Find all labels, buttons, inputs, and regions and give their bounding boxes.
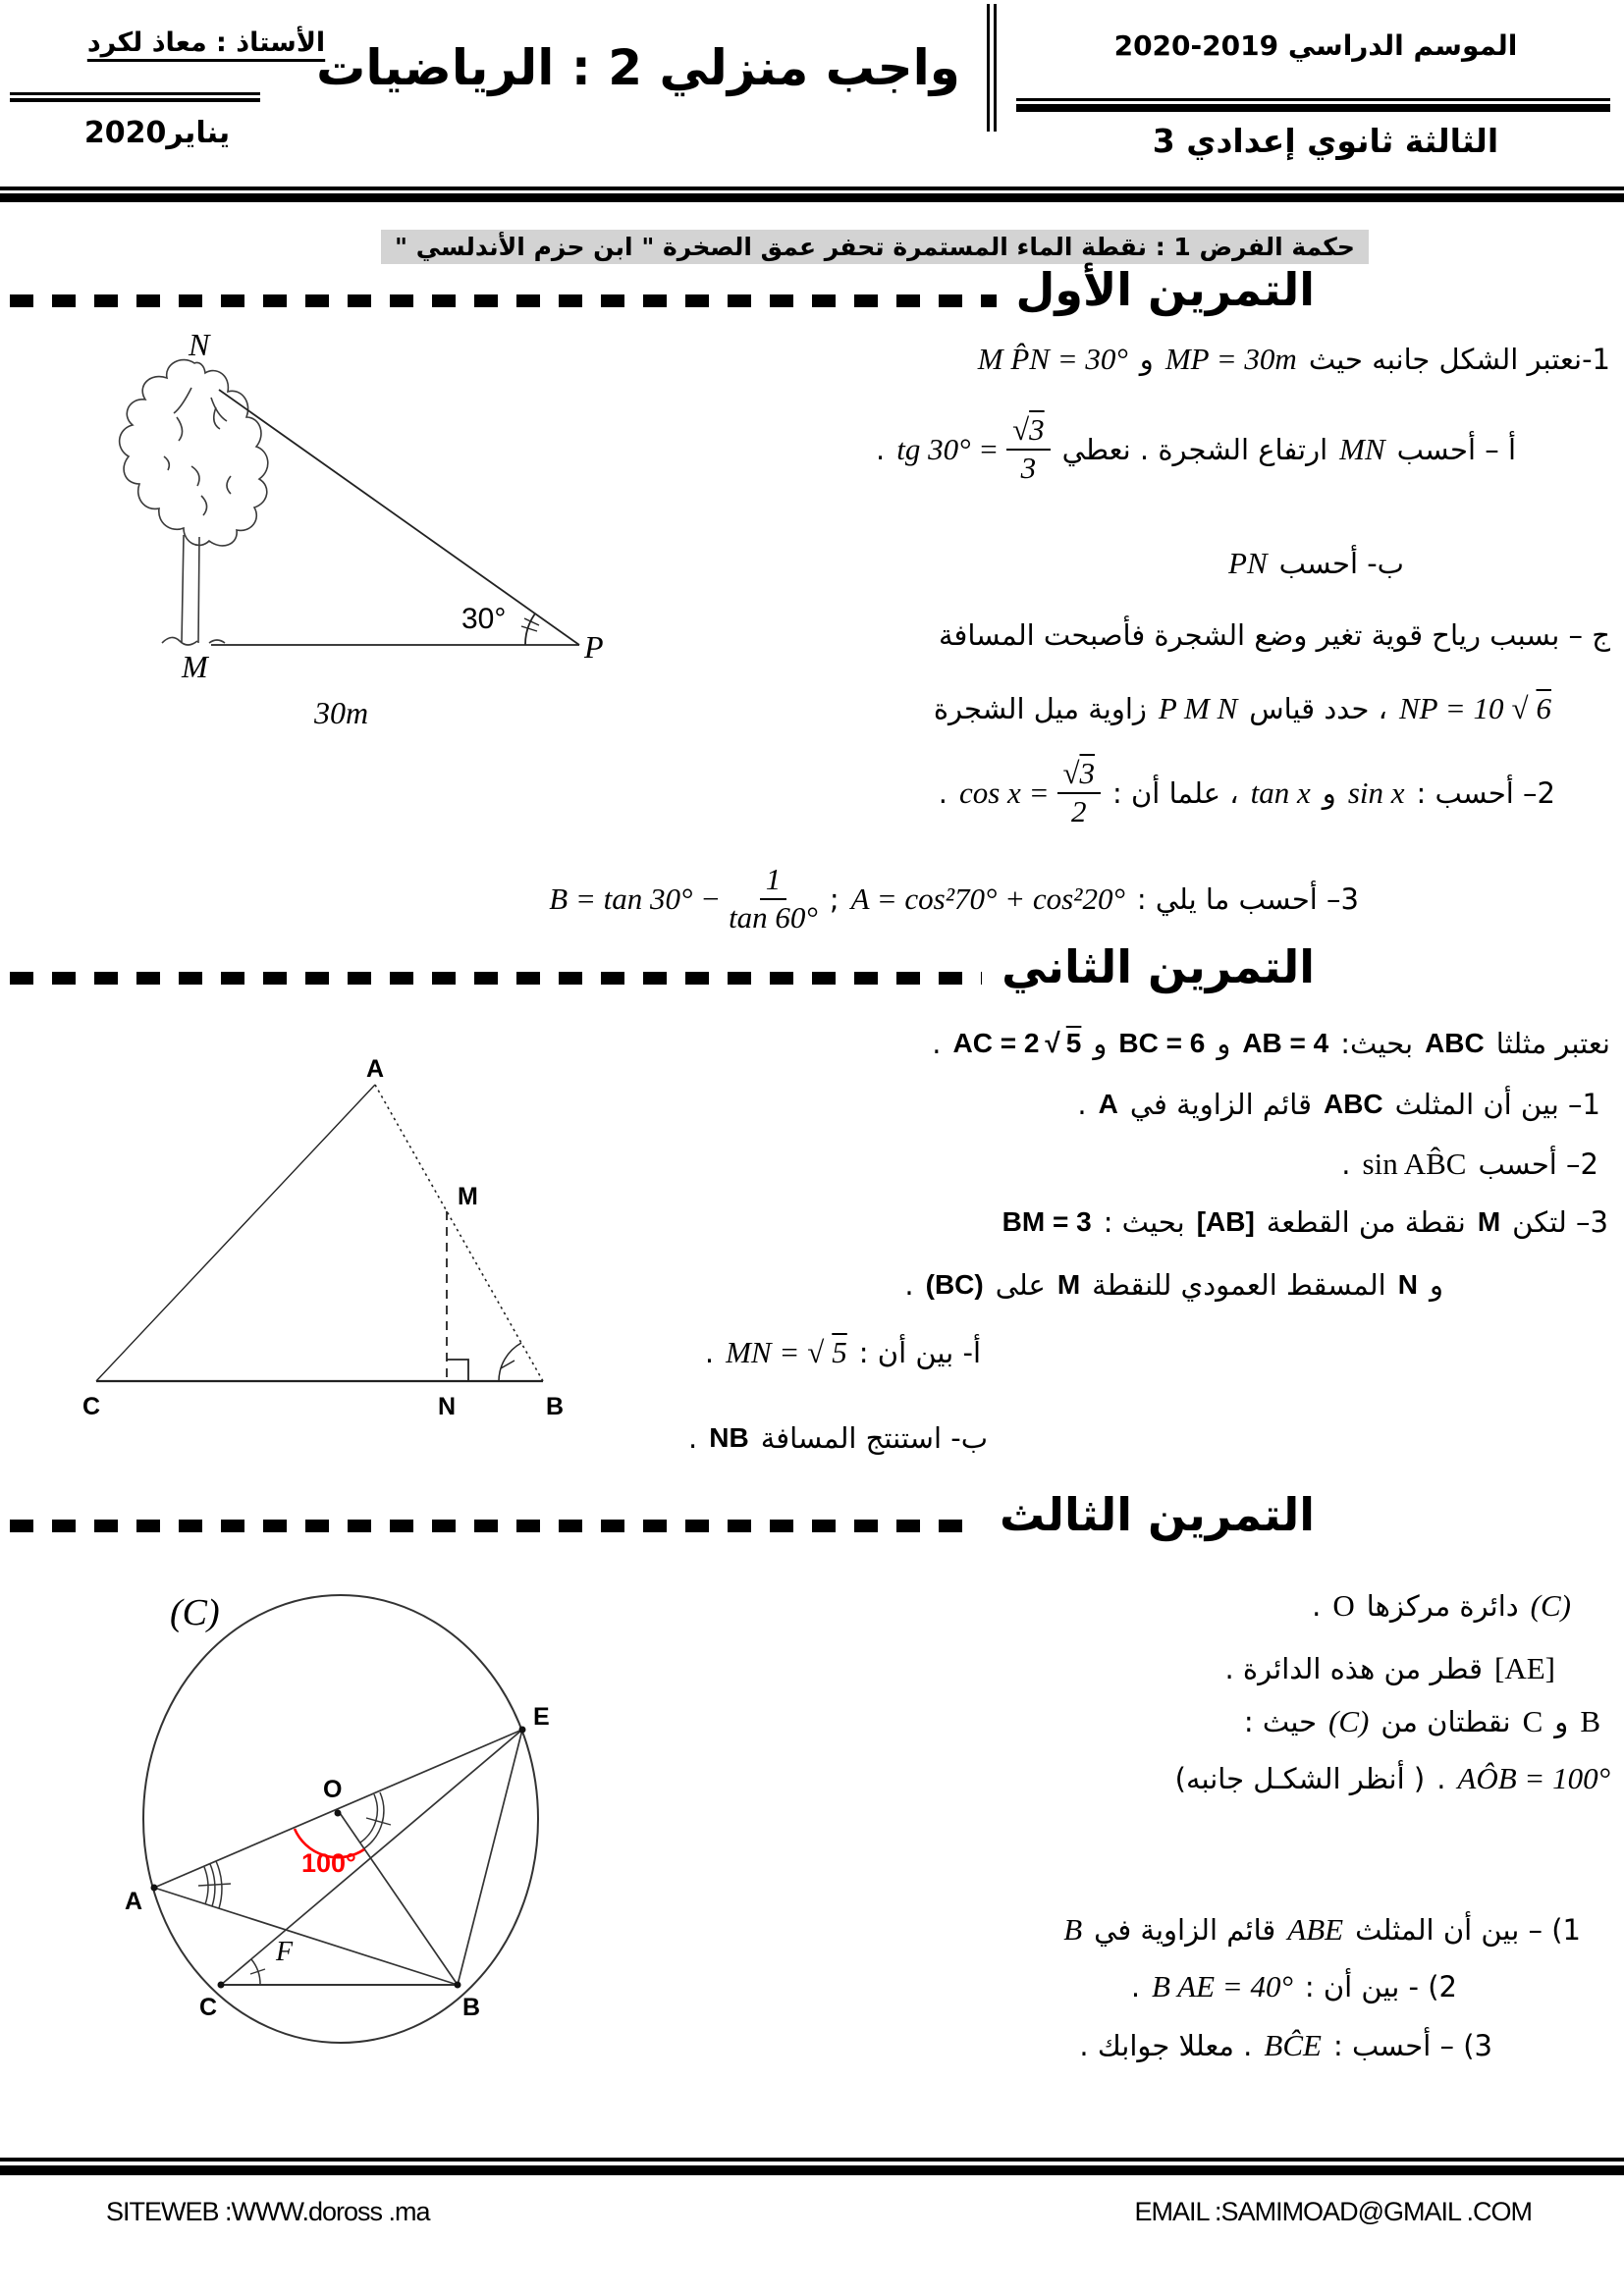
ex2-and2: و bbox=[1093, 1027, 1108, 1060]
exercise3-title: التمرين الثالث bbox=[999, 1488, 1315, 1541]
label-B: B bbox=[462, 1994, 481, 2021]
ex1-qc2-text2: زاوية ميل الشجرة bbox=[933, 692, 1147, 725]
header-date: يناير2020 bbox=[83, 116, 231, 150]
ex2-q3-text2: نقطة من القطعة bbox=[1266, 1205, 1466, 1239]
ex3-question-2 bbox=[1131, 1969, 1457, 2004]
ex1-q2-cos-formula: cos x = √ 3 2 bbox=[959, 758, 1101, 828]
ex1-mpn-formula: M P̂N = 30° bbox=[977, 342, 1128, 376]
ex3-q3-bce: BĈE bbox=[1264, 2028, 1322, 2062]
footer-site: SITEWEB :WWW.doross .ma bbox=[106, 2197, 430, 2226]
circle-figure bbox=[83, 1556, 633, 2091]
triangle-hypotenuse bbox=[219, 390, 579, 645]
chord-EC bbox=[221, 1730, 522, 1985]
ex3-line-1 bbox=[1312, 1588, 1571, 1624]
ex3-l1-text: دائرة مركزها bbox=[1366, 1589, 1519, 1623]
label-30m: 30m bbox=[314, 695, 369, 730]
exercise2-title: التمرين الثاني bbox=[1001, 940, 1315, 993]
ex3-point-b: B bbox=[1580, 1704, 1600, 1738]
ex2-q2-sin: sin AB̂C bbox=[1362, 1147, 1467, 1181]
ex1-qb-text: ب- أحسب bbox=[1278, 547, 1404, 580]
label-B: B bbox=[546, 1393, 565, 1420]
label-N: N bbox=[189, 329, 210, 362]
ex2-question-1 bbox=[1077, 1088, 1600, 1121]
label-M: M bbox=[458, 1183, 478, 1210]
angle-arc-B bbox=[499, 1343, 521, 1381]
angle-tick-O bbox=[366, 1818, 391, 1825]
label-P: P bbox=[584, 629, 604, 665]
ex3-see-figure: ( أنظر الشكـل جانبه) bbox=[1174, 1762, 1426, 1795]
ex3-l1-dot: . bbox=[1312, 1589, 1322, 1623]
ex2-qb-nb: NB bbox=[709, 1422, 749, 1453]
ex3-l3-text: نقطتان من bbox=[1380, 1705, 1511, 1738]
ex1-qa-mn: MN bbox=[1339, 431, 1385, 466]
ex3-q1-abe: ABE bbox=[1287, 1912, 1344, 1947]
ex2-ab-formula: AB = 4 bbox=[1242, 1028, 1329, 1058]
ex3-aob-formula: AÔB = 100° bbox=[1457, 1761, 1610, 1795]
ex1-np-formula: NP = 10 √ 6 bbox=[1399, 691, 1551, 725]
ex2-q3b-on: على bbox=[995, 1268, 1046, 1302]
ex1-q2-text1: 2– أحسب : bbox=[1416, 775, 1555, 810]
point-O bbox=[335, 1810, 342, 1817]
tree-canopy bbox=[120, 360, 268, 546]
label-N: N bbox=[438, 1393, 457, 1420]
ex2-qb-text: ب- استنتج المسافة bbox=[760, 1421, 988, 1455]
ex3-q1-b: B bbox=[1063, 1912, 1083, 1947]
ex2-q3b-m: M bbox=[1056, 1269, 1081, 1300]
ex2-question-3b bbox=[904, 1268, 1443, 1302]
ex1-qa-text2: ارتفاع الشجرة . نعطي bbox=[1061, 432, 1328, 466]
wisdom-quote: حكمة الفرض 1 : نقطة الماء المستمرة تحفر عمق الصخرة " ابن حزم الأندلسي " bbox=[381, 230, 1369, 264]
ex3-q3-text: 3) – أحسب : bbox=[1332, 2029, 1492, 2062]
ex1-intro-line bbox=[978, 342, 1610, 377]
ex1-intro-text: 1-نعتبر الشكل جانبه حيث bbox=[1308, 343, 1610, 376]
label-A: A bbox=[125, 1888, 143, 1915]
circle-C bbox=[143, 1595, 538, 2043]
ex3-center-o: O bbox=[1332, 1588, 1355, 1623]
ex2-q1-a: A bbox=[1098, 1089, 1118, 1119]
ex3-q1-text2: قائم الزاوية في bbox=[1094, 1913, 1276, 1947]
angle-arcs-O-EB bbox=[360, 1792, 384, 1848]
ex1-q2-dot: . bbox=[938, 775, 947, 810]
label-E: E bbox=[533, 1703, 550, 1731]
ex1-question-c2 bbox=[934, 691, 1551, 726]
ex2-q3-bm-formula: BM = 3 bbox=[1001, 1206, 1092, 1237]
ex3-q3-rest: . معللا جوابك . bbox=[1079, 2029, 1253, 2062]
ex1-q3-formula-B: B = tan 30° − $\frac{1}{\tan 60^\circ}$ bbox=[549, 862, 818, 934]
ex3-line-3 bbox=[1244, 1704, 1600, 1739]
ex3-line-4 bbox=[1175, 1761, 1610, 1796]
exercise1-title: التمرين الأول bbox=[1015, 263, 1315, 316]
ex2-qa-dot: . bbox=[704, 1336, 715, 1369]
header-vertical-divider bbox=[987, 4, 997, 132]
angle-tick-A bbox=[198, 1884, 231, 1886]
ex2-qb-dot: . bbox=[688, 1421, 698, 1455]
ex3-l4-dot: . bbox=[1436, 1762, 1446, 1795]
ex1-qa-dot: . bbox=[875, 432, 886, 466]
ex2-q3b-dot: . bbox=[904, 1268, 914, 1302]
ex1-q2-and: و bbox=[1322, 775, 1336, 810]
teacher-name: الأستاذ : معاذ لكرد bbox=[86, 27, 326, 58]
header-separator bbox=[0, 187, 1624, 202]
right-angle-mark bbox=[447, 1360, 468, 1381]
ex3-q1-text1: 1) – بين أن المثلث bbox=[1355, 1913, 1581, 1947]
ex2-q3b-text1: المسقط العمودي للنقطة bbox=[1092, 1268, 1386, 1302]
point-E bbox=[519, 1727, 526, 1734]
ex2-q3-text3: بحيث : bbox=[1103, 1205, 1185, 1239]
ex2-q2-text: 2– أحسب bbox=[1478, 1148, 1598, 1181]
side-AB bbox=[375, 1085, 543, 1381]
ex2-q1-text1: 1– بين أن المثلث bbox=[1394, 1088, 1600, 1121]
radius-OB bbox=[338, 1810, 458, 1985]
ex3-question-1 bbox=[1063, 1912, 1581, 1948]
ex2-intro-text2: بحيث: bbox=[1340, 1027, 1414, 1060]
exercise2-heading bbox=[10, 940, 1315, 993]
ex2-question-a bbox=[705, 1335, 981, 1370]
ex1-qb-pn: PN bbox=[1228, 546, 1268, 580]
ex3-line-2 bbox=[1225, 1651, 1556, 1686]
ex2-ac-formula: AC = 2 √ 5 bbox=[952, 1028, 1082, 1058]
ex3-circle-ref: (C) bbox=[1328, 1704, 1370, 1738]
label-angle-30: 30° bbox=[461, 603, 507, 635]
ex2-q3-text1: 3– لتكن bbox=[1512, 1205, 1608, 1239]
ex1-and: و bbox=[1139, 343, 1154, 376]
ex3-circle-name: (C) bbox=[1530, 1588, 1571, 1623]
point-B bbox=[455, 1982, 461, 1989]
chord-AB bbox=[154, 1888, 458, 1985]
ex1-q3-text: 3– أحسب ما يلي : bbox=[1136, 881, 1359, 916]
label-C: C bbox=[199, 1994, 218, 2021]
ex1-q2-text2: ، علما أن : bbox=[1112, 775, 1239, 810]
grade-label: الثالثة ثانوي إعدادي 3 bbox=[1152, 122, 1499, 160]
ex2-q3-ab-segment: [AB] bbox=[1196, 1206, 1255, 1237]
ex2-and1: و bbox=[1217, 1027, 1231, 1060]
exercise3-heading bbox=[10, 1488, 1315, 1541]
tree-triangle-figure bbox=[93, 329, 614, 741]
ex3-point-c: C bbox=[1522, 1704, 1543, 1738]
ex2-intro-dot: . bbox=[932, 1027, 942, 1060]
ex1-qa-text1: أ – أحسب bbox=[1396, 432, 1516, 466]
ex1-question-2 bbox=[939, 758, 1555, 828]
ex2-q3b-n: N bbox=[1397, 1269, 1418, 1300]
school-year: الموسم الدراسي 2019-2020 bbox=[1113, 29, 1518, 62]
label-O: O bbox=[323, 1776, 343, 1803]
ex2-qa-mn-formula: MN = √ 5 bbox=[726, 1335, 847, 1369]
ex1-qa-tg-formula: tg 30° = √ 3 3 bbox=[896, 414, 1050, 484]
ex3-l2-text: قطر من هذه الدائرة . bbox=[1224, 1652, 1484, 1685]
side-CA bbox=[96, 1085, 375, 1381]
ex1-qc2-text1: ، حدد قياس bbox=[1249, 692, 1387, 725]
point-A bbox=[151, 1885, 158, 1892]
ex3-question-3 bbox=[1079, 2028, 1492, 2063]
ex1-q3-semicolon: ; bbox=[829, 881, 839, 916]
label-F: F bbox=[276, 1937, 294, 1967]
ex3-l3-and: و bbox=[1554, 1705, 1569, 1738]
ex1-question-3 bbox=[549, 864, 1359, 934]
chord-EB bbox=[458, 1730, 522, 1985]
ex1-q2-tan: tan x bbox=[1250, 774, 1311, 810]
dashed-rule bbox=[10, 294, 997, 307]
point-C bbox=[218, 1982, 225, 1989]
ex1-mp-formula: MP = 30m bbox=[1164, 342, 1297, 376]
dashed-rule bbox=[10, 972, 982, 985]
ex2-qa-text: أ- بين أن : bbox=[858, 1336, 981, 1369]
ex2-q3b-and: و bbox=[1429, 1268, 1443, 1302]
label-circle-name: (C) bbox=[170, 1592, 220, 1633]
ex2-q3b-bc: (BC) bbox=[925, 1269, 984, 1300]
header-right-divider bbox=[1016, 98, 1610, 112]
header-left-divider bbox=[10, 92, 260, 102]
ex2-q1-abc: ABC bbox=[1323, 1089, 1383, 1119]
ex2-abc: ABC bbox=[1425, 1028, 1485, 1058]
ex2-intro-line bbox=[932, 1027, 1610, 1060]
ex2-q1-text2: قائم الزاوية في bbox=[1129, 1088, 1312, 1121]
ex1-q3-formula-A: A = cos²70° + cos²20° bbox=[850, 881, 1125, 916]
ex1-pmn: P M N bbox=[1158, 691, 1238, 725]
tree-trunk bbox=[162, 535, 225, 645]
triangle-abc-figure bbox=[59, 1055, 569, 1433]
ex2-question-b bbox=[688, 1421, 988, 1455]
label-C: C bbox=[82, 1393, 101, 1420]
label-M: M bbox=[182, 649, 208, 684]
footer-email: EMAIL :SAMIMOAD@GMAIL .COM bbox=[1134, 2197, 1532, 2226]
ex3-q2-bae: B AE = 40° bbox=[1152, 1969, 1293, 2003]
ex1-question-b bbox=[1228, 546, 1404, 581]
footer-separator bbox=[0, 2158, 1624, 2175]
label-A: A bbox=[366, 1055, 385, 1083]
label-angle-100: 100° bbox=[301, 1848, 356, 1878]
tree-inner-strokes bbox=[164, 388, 231, 515]
ex2-question-2 bbox=[1341, 1147, 1598, 1182]
ex2-bc-formula: BC = 6 bbox=[1118, 1028, 1206, 1058]
ex1-question-a bbox=[876, 414, 1516, 484]
ex2-question-3 bbox=[1002, 1205, 1608, 1239]
ex1-q2-sin: sin x bbox=[1347, 774, 1405, 810]
ex3-l3-where: حيث : bbox=[1243, 1705, 1318, 1738]
ex2-q3-m: M bbox=[1477, 1206, 1501, 1237]
ex3-ae-segment: [AE] bbox=[1494, 1651, 1555, 1685]
ex2-q2-dot: . bbox=[1341, 1148, 1351, 1181]
dashed-rule bbox=[10, 1520, 980, 1532]
ex1-question-c bbox=[939, 618, 1610, 652]
ex2-q1-dot: . bbox=[1077, 1088, 1087, 1121]
ex3-q2-dot: . bbox=[1130, 1970, 1141, 2003]
ex2-intro-text1: نعتبر مثلثا bbox=[1495, 1027, 1610, 1060]
ex3-q2-text: 2) - بين أن : bbox=[1304, 1970, 1457, 2003]
exercise1-heading bbox=[10, 263, 1315, 316]
ex1-qc-text: ج – بسبب رياح قوية تغير وضع الشجرة فأصبحت المسافة bbox=[938, 618, 1610, 652]
page-title: واجب منزلي 2 : الرياضيات bbox=[316, 39, 960, 96]
